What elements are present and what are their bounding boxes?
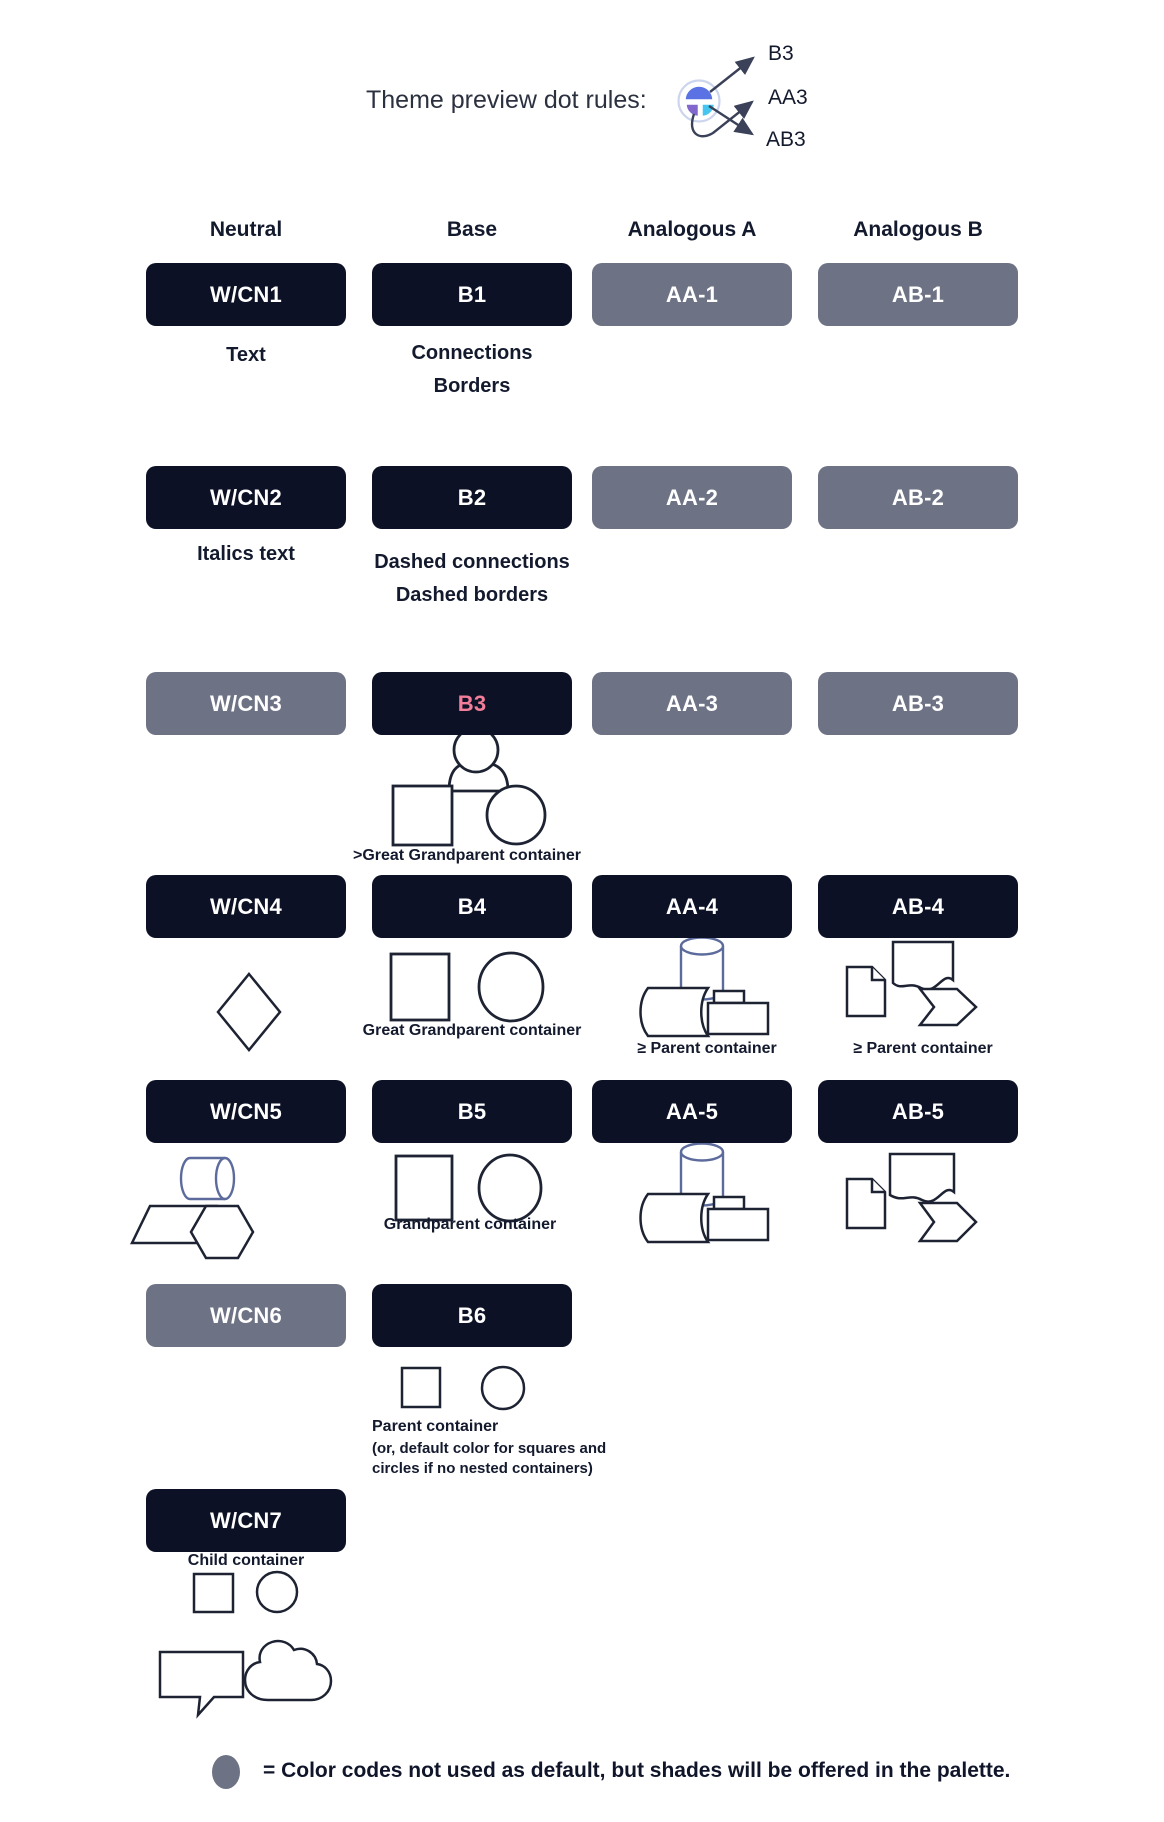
page-title: Theme preview dot rules:	[366, 86, 647, 114]
note-connections: Connections	[411, 342, 533, 364]
circle-shape-b6	[482, 1367, 524, 1409]
circle-shape-b4	[479, 953, 543, 1021]
column-header-analogous-a: Analogous A	[627, 218, 757, 241]
circle-shape-b5	[479, 1155, 541, 1221]
document-icon-ab4	[847, 967, 885, 1016]
swatch-b1: B1	[372, 263, 572, 326]
circle-shape-b3	[487, 786, 545, 844]
person-icon	[449, 728, 508, 791]
dot-target-b3-label: B3	[768, 42, 794, 65]
hexagon-shape	[191, 1206, 253, 1258]
stored-data-shape-aa5	[641, 1194, 709, 1242]
swatch-wcn3: W/CN3	[146, 672, 346, 735]
caption-great-grandparent: Great Grandparent container	[362, 1022, 582, 1039]
swatch-aa2: AA-2	[592, 466, 792, 529]
legend-dot	[212, 1755, 240, 1789]
swatch-aa1: AA-1	[592, 263, 792, 326]
caption-parent-note-2: circles if no nested containers)	[372, 1460, 593, 1477]
swatch-wcn6: W/CN6	[146, 1284, 346, 1347]
dot-target-ab3-label: AB3	[766, 128, 806, 151]
caption-parent: Parent container	[372, 1418, 499, 1435]
swatch-b2: B2	[372, 466, 572, 529]
square-shape-wcn7	[194, 1574, 233, 1612]
stored-data-shape-aa4	[641, 988, 709, 1036]
swatch-ab2: AB-2	[818, 466, 1018, 529]
caption-parent-note-1: (or, default color for squares and	[372, 1440, 607, 1457]
legend-text: = Color codes not used as default, but shades will be offered in the palette.	[263, 1759, 1011, 1782]
square-shape-b3	[393, 786, 452, 845]
caption-parent-ge-aa4: ≥ Parent container	[637, 1040, 777, 1057]
dot-target-aa3-label: AA3	[768, 86, 808, 109]
swatch-wcn1: W/CN1	[146, 263, 346, 326]
chevron-shape-ab5	[920, 1203, 976, 1241]
column-header-neutral: Neutral	[209, 218, 283, 241]
cloud-icon	[245, 1641, 331, 1700]
circle-shape-wcn7	[257, 1572, 297, 1612]
swatch-aa3: AA-3	[592, 672, 792, 735]
diamond-shape	[218, 974, 280, 1050]
caption-great-grandparent-gt: >Great Grandparent container	[352, 847, 582, 864]
note-text: Text	[226, 344, 266, 366]
cylinder-lying-icon	[181, 1158, 234, 1199]
folder-shape-aa4	[708, 991, 768, 1034]
note-dashed-connections: Dashed connections	[374, 551, 570, 573]
swatch-wcn2: W/CN2	[146, 466, 346, 529]
square-shape-b5	[396, 1156, 452, 1220]
column-header-base: Base	[446, 218, 498, 241]
swatch-aa4: AA-4	[592, 875, 792, 938]
theme-preview-dot-icon	[679, 81, 720, 122]
swatch-b4: B4	[372, 875, 572, 938]
column-header-analogous-b: Analogous B	[853, 218, 983, 241]
swatch-wcn5: W/CN5	[146, 1080, 346, 1143]
caption-parent-ge-ab4: ≥ Parent container	[853, 1040, 993, 1057]
swatch-aa5: AA-5	[592, 1080, 792, 1143]
square-shape-b6	[402, 1368, 440, 1407]
note-dashed-borders: Dashed borders	[395, 584, 549, 606]
swatch-ab3: AB-3	[818, 672, 1018, 735]
swatch-wcn4: W/CN4	[146, 875, 346, 938]
swatch-ab4: AB-4	[818, 875, 1018, 938]
swatch-b5: B5	[372, 1080, 572, 1143]
chevron-shape-ab4	[920, 989, 976, 1025]
note-borders: Borders	[433, 375, 511, 397]
swatch-b6: B6	[372, 1284, 572, 1347]
caption-child: Child container	[187, 1552, 305, 1569]
speech-bubble-icon	[160, 1652, 243, 1715]
swatch-ab1: AB-1	[818, 263, 1018, 326]
swatch-ab5: AB-5	[818, 1080, 1018, 1143]
swatch-b3: B3	[372, 672, 572, 735]
swatch-wcn7: W/CN7	[146, 1489, 346, 1552]
wavy-document-shape-ab5	[890, 1154, 954, 1202]
caption-grandparent: Grandparent container	[383, 1216, 557, 1233]
wavy-document-shape-ab4	[893, 942, 953, 990]
document-icon-ab5	[847, 1179, 885, 1228]
square-shape-b4	[391, 954, 449, 1020]
note-italics-text: Italics text	[197, 543, 295, 565]
folder-shape-aa5	[708, 1197, 768, 1240]
